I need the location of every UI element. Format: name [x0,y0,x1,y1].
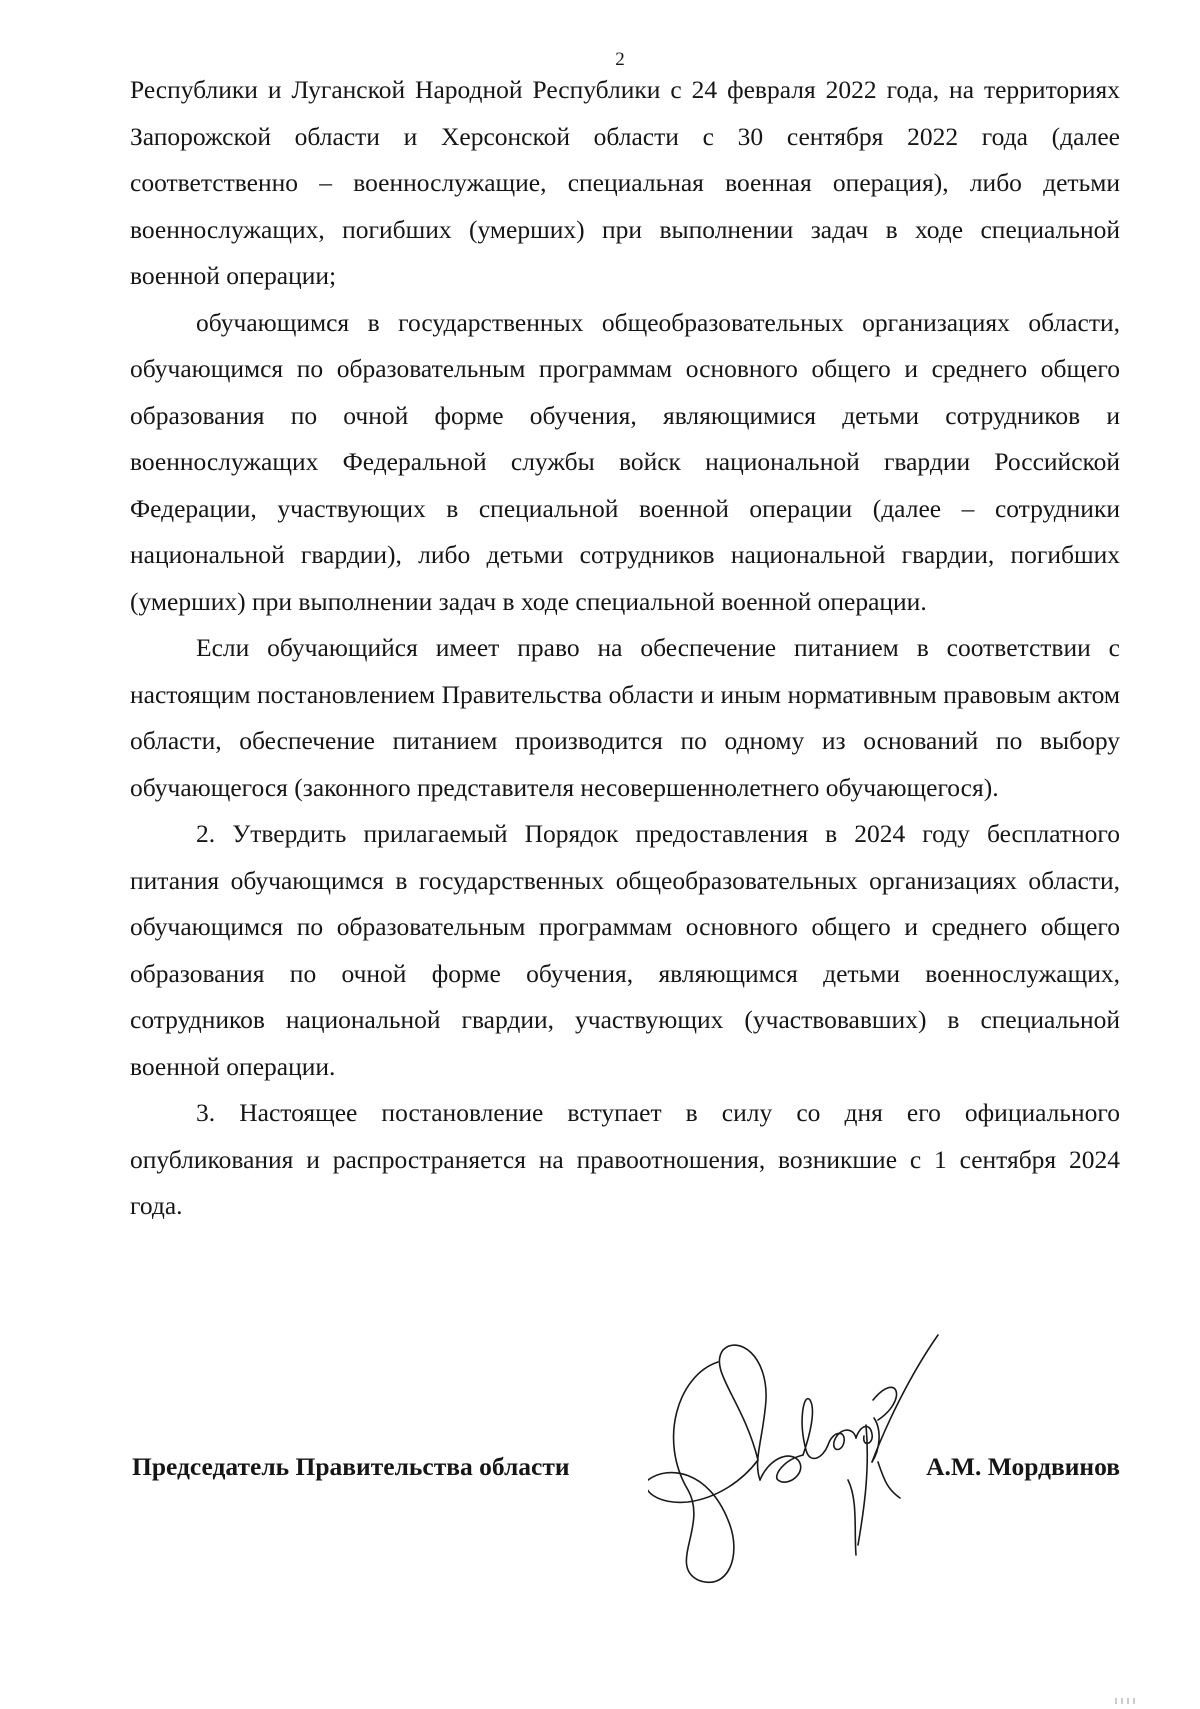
paragraph-continuation: Республики и Луганской Народной Республики с 24 февраля 2022 года, на территориях Запорожской области и Херсонской области с 30 сентября 2022 года (далее соответственно – военнослужащие, специальная военная операция), либо детьми военнослужащих, погибших (умерших) при выполнении задач в ходе специальной военной операции; [130,75,1120,290]
signature-block [132,1446,1120,1506]
paragraph-national-guard: обучающимся в государственных общеобразовательных организациях области, обучающимся по образовательным программам основного общего и среднего общего образования по очной форме обучения, являющимися детьми сотрудников и военнослужащих Федеральной службы войск национальной гвардии Российской Федерации, участвующих в специальной военной операции (далее – сотрудники национальной гвардии), либо детьми сотрудников национальной гвардии, погибших (умерших) при выполнении задач в ходе специальной военной операции. [130,307,1120,616]
scan-edge-marks [1114,1691,1154,1697]
page-number: 2 [615,49,625,70]
signer-name: А.М. Мордвинов [926,1452,1120,1481]
paragraph-item-2: 2. Утвердить прилагаемый Порядок предоставления в 2024 году бесплатного питания обучающимся в государственных общеобразовательных организациях области, обучающимся по образовательным программам основного общего и среднего общего образования по очной форме обучения, являющимся детьми военнослужащих, сотрудников национальной гвардии, участвующих (участвовавших) в специальной военной операции. [130,819,1120,1081]
paragraph-choice-of-basis: Если обучающийся имеет право на обеспечение питанием в соответствии с настоящим постановлением Правительства области и иным нормативным правовым актом области, обеспечение питанием производится по одному из оснований по выбору обучающегося (законного представителя несовершеннолетнего обучающегося). [130,633,1120,802]
document-body [130,67,1120,1230]
scan-marks-drawing [1114,1698,1154,1704]
paragraph-item-3: 3. Настоящее постановление вступает в силу со дня его официального опубликования и распространяется на правоотношения, возникшие с 1 сентября 2024 года. [130,1098,1120,1220]
signer-title: Председатель Правительства области [132,1452,570,1481]
